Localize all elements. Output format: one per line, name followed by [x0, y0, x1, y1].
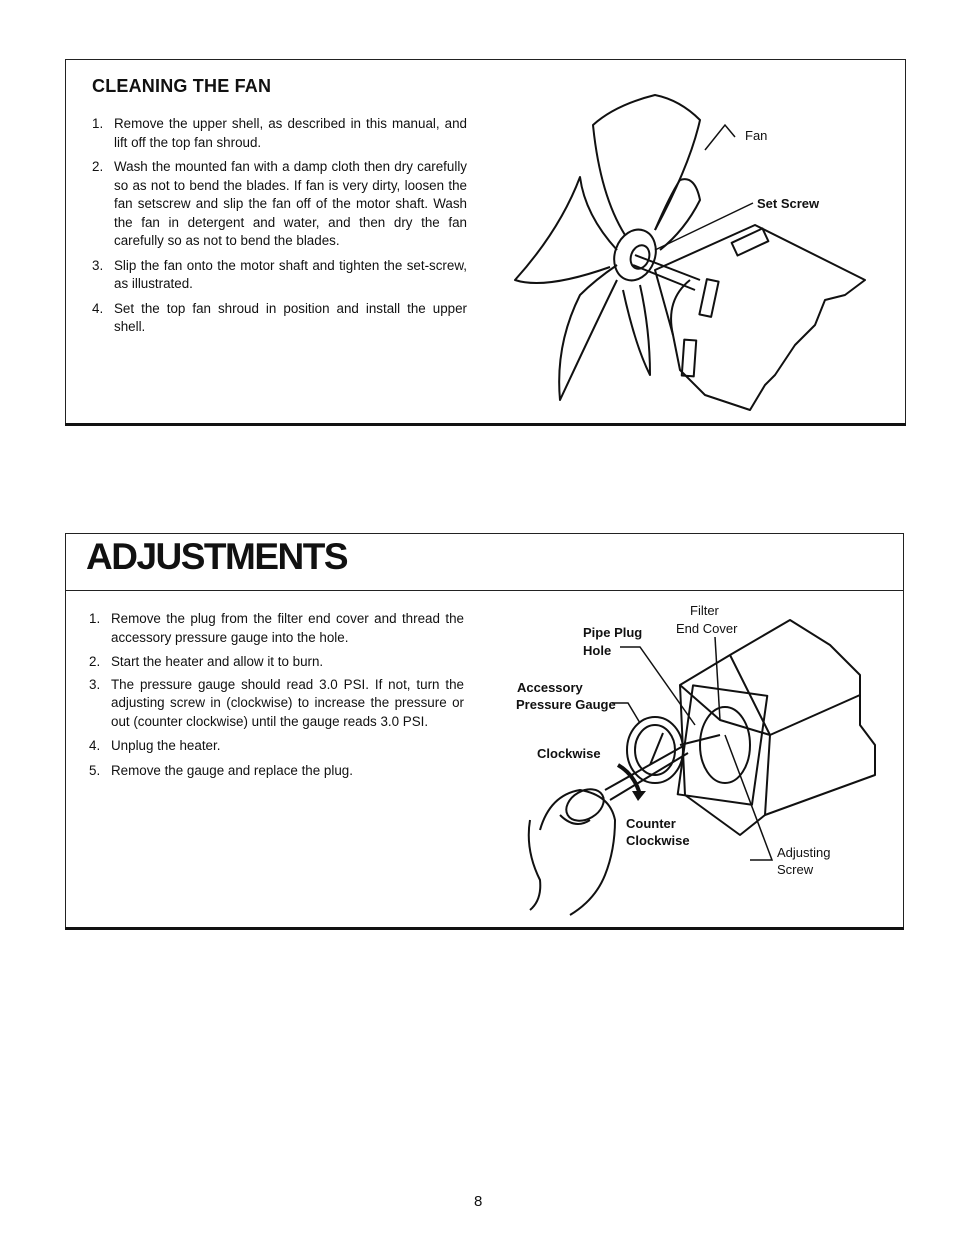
fan-label: Fan	[745, 128, 768, 143]
filter-label: Filter	[690, 603, 719, 618]
list-item: 3. Slip the fan onto the motor shaft and tighten the set-screw, as illustrated.	[92, 257, 467, 291]
cleaning-fan-bottom-rule	[65, 423, 906, 426]
pressure-gauge-label: Pressure Gauge	[516, 697, 616, 712]
page-number: 8	[474, 1193, 483, 1210]
fan-leader-line	[705, 125, 735, 150]
adjustments-steps	[89, 610, 464, 786]
list-item: 4. Unplug the heater.	[89, 738, 221, 753]
counter-label: Counter	[626, 816, 676, 831]
adjustments-title: ADJUSTMENTS	[86, 536, 348, 577]
adjustments-bottom-rule	[65, 927, 904, 930]
pipe-plug-leader-line	[620, 647, 695, 725]
set-screw-leader-line	[655, 203, 753, 250]
counter-clockwise-label: Clockwise	[626, 833, 690, 848]
set-screw-label: Set Screw	[757, 196, 820, 211]
cleaning-fan-title: CLEANING THE FAN	[92, 76, 272, 96]
hole-label: Hole	[583, 643, 612, 658]
list-item: 4. Set the top fan shroud in position and install the upper shell.	[92, 300, 467, 334]
list-item: 5. Remove the gauge and replace the plug.	[89, 762, 353, 778]
fan-motor-illustration	[505, 85, 880, 415]
cleaning-fan-steps	[92, 115, 467, 343]
accessory-gauge-leader-line	[612, 703, 640, 723]
list-item: 1. Remove the upper shell, as described in this manual, and lift off the top fan shroud.	[92, 116, 467, 150]
pressure-gauge-illustration	[520, 615, 885, 925]
list-item: 3. The pressure gauge should read 3.0 PSI. If not, turn the adjusting screw in (clockwise) to increase the pressure or out (counter clockwise) until the gauge reads 3.0 PSI.	[89, 676, 464, 729]
accessory-label: Accessory	[517, 680, 583, 695]
end-cover-label: End Cover	[676, 621, 738, 636]
list-item: 1. Remove the plug from the filter end cover and thread the accessory pressure gauge into the hole.	[89, 611, 464, 645]
list-item: 2. Wash the mounted fan with a damp cloth then dry carefully so as not to bend the blades. If fan is very dirty, loosen the fan setscrew and slip the fan off of the motor shaft. Wash the fan in detergent and water, and then dry the fan carefully so as not to bend the blades.	[92, 159, 467, 248]
list-item: 2. Start the heater and allow it to burn.	[89, 654, 324, 669]
screw-label: Screw	[777, 862, 814, 877]
adjusting-label: Adjusting	[777, 845, 831, 860]
adjustments-title-rule	[65, 590, 904, 591]
pipe-plug-label: Pipe Plug	[583, 625, 643, 640]
clockwise-label: Clockwise	[537, 746, 601, 761]
